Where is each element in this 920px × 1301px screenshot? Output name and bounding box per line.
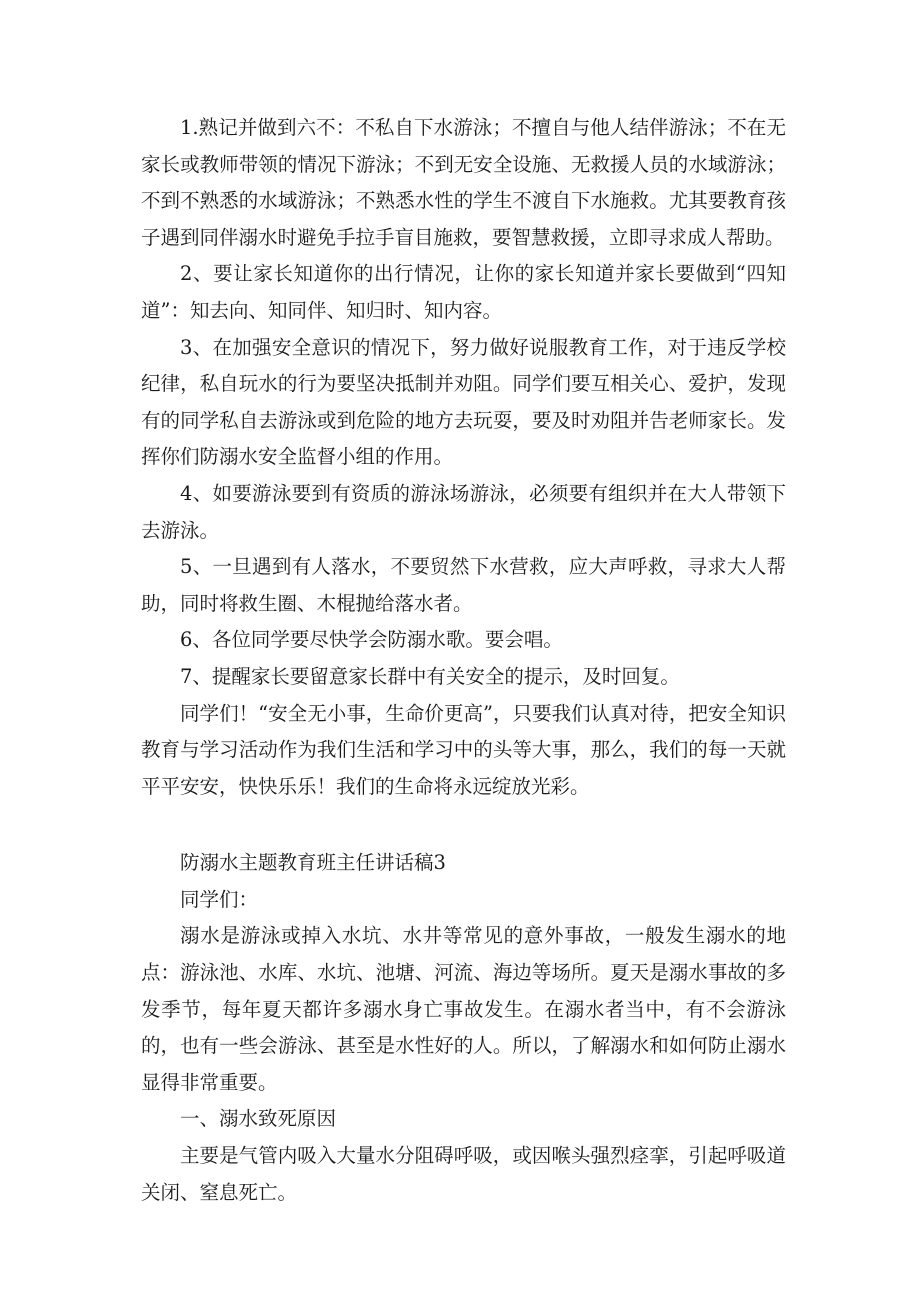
paragraph-rule-3: 3、在加强安全意识的情况下，努力做好说服教育工作，对于违反学校纪律，私自玩水的行为要坚决抵制并劝阻。同学们要互相关心、爱护，发现有的同学私自去游泳或到危险的地方去玩耍，要及时劝阻并告老师家长。发挥你们防溺水安全监督小组的作用。 — [141, 335, 786, 469]
paragraph-cause: 主要是气管内吸入大量水分阻碍呼吸，或因喉头强烈痉挛，引起呼吸道关闭、窒息死亡。 — [141, 1144, 786, 1204]
paragraph-rule-1: 1.熟记并做到六不：不私自下水游泳；不擅自与他人结伴游泳；不在无家长或教师带领的情况下游泳；不到无安全设施、无救援人员的水域游泳；不到不熟悉的水域游泳；不熟悉水性的学生不渡自下水施救。尤其要教育孩子遇到同伴溺水时避免手拉手盲目施救，要智慧救援，立即寻求成人帮助。 — [141, 116, 786, 249]
paragraph-rule-7: 7、提醒家长要留意家长群中有关安全的提示，及时回复。 — [180, 664, 680, 688]
subheading-drowning-cause: 一、溺水致死原因 — [180, 1107, 337, 1131]
speech-title: 防溺水主题教育班主任讲话稿3 — [180, 851, 446, 875]
paragraph-rule-6: 6、各位同学要尽快学会防溺水歌。要会唱。 — [180, 628, 563, 652]
paragraph-rule-5: 5、一旦遇到有人落水，不要贸然下水营救，应大声呼救，寻求大人帮助，同时将救生圈、木棍抛给落水者。 — [141, 555, 786, 615]
speech-greeting: 同学们： — [180, 887, 259, 911]
section-spacer — [141, 805, 786, 845]
paragraph-intro: 溺水是游泳或掉入水坑、水井等常见的意外事故，一般发生溺水的地点：游泳池、水库、水坑、池塘、河流、海边等场所。夏天是溺水事故的多发季节，每年夏天都许多溺水身亡事故发生。在溺水者当中，有不会游泳的，也有一些会游泳、甚至是水性好的人。所以，了解溺水和如何防止溺水显得非常重要。 — [141, 924, 786, 1094]
document-body — [141, 110, 786, 1211]
paragraph-rule-4: 4、如要游泳要到有资质的游泳场游泳，必须要有组织并在大人带领下去游泳。 — [141, 481, 786, 542]
paragraph-rule-2: 2、要让家长知道你的出行情况，让你的家长知道并家长要做到“四知道”：知去向、知同伴、知归时、知内容。 — [141, 262, 786, 322]
paragraph-closing: 同学们！“安全无小事，生命价更高”，只要我们认真对待，把安全知识教育与学习活动作为我们生活和学习中的头等大事，那么，我们的每一天就平平安安，快快乐乐！我们的生命将永远绽放光彩。 — [141, 701, 786, 798]
